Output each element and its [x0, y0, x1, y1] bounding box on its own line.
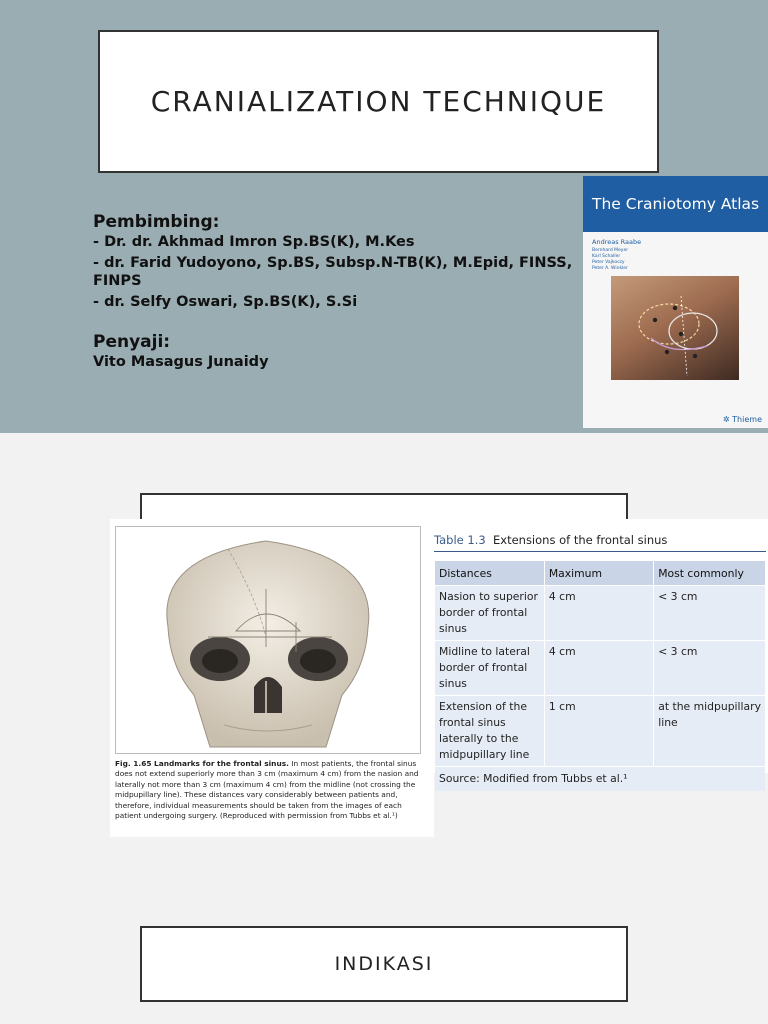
- penyaji-heading: Penyaji:: [93, 332, 171, 352]
- sinus-table-panel: [432, 519, 768, 785]
- skull-illustration: [116, 527, 420, 753]
- table-title-text: Extensions of the frontal sinus: [493, 533, 668, 547]
- table-cell: 4 cm: [545, 586, 653, 640]
- book-editor: Andreas Raabe: [592, 238, 642, 246]
- book-author: Peter Vajkoczy: [592, 260, 625, 265]
- pembimbing-item: - dr. Selfy Oswari, Sp.BS(K), S.Si: [93, 294, 358, 310]
- sinus-table: [434, 560, 766, 792]
- book-cover: [583, 176, 768, 428]
- book-cover-header: [583, 176, 768, 232]
- publisher-icon: ✲: [722, 415, 730, 424]
- table-row: [435, 641, 765, 695]
- book-author: Peter A. Winkler: [592, 266, 628, 271]
- column-header: Most commonly: [654, 561, 765, 585]
- book-title: The Craniotomy Atlas: [592, 195, 760, 213]
- figure-caption-label: Fig. 1.65 Landmarks for the frontal sinus.: [115, 759, 289, 768]
- pembimbing-item: - dr. Farid Yudoyono, Sp.BS, Subsp.N-TB(K), M.Epid, FINSS,: [93, 255, 573, 271]
- table-number: Table 1.3: [434, 533, 486, 547]
- table-cell: Midline to lateral border of frontal sinus: [435, 641, 544, 695]
- title-box: [98, 30, 659, 173]
- table-source-row: [435, 767, 765, 791]
- penyaji-name: Vito Masagus Junaidy: [93, 354, 269, 370]
- book-author: Karl Schaller: [592, 254, 621, 259]
- table-cell: < 3 cm: [654, 586, 765, 640]
- slide3-title: INDIKASI: [334, 953, 434, 975]
- craniotomy-markings-illustration: [611, 276, 739, 380]
- pembimbing-item-cont: FINPS: [93, 273, 142, 289]
- table-cell: 4 cm: [545, 641, 653, 695]
- slide-title: [0, 0, 768, 433]
- table-cell: Extension of the frontal sinus laterally to the midpupillary line: [435, 696, 544, 766]
- table-cell: 1 cm: [545, 696, 653, 766]
- table-cell: at the midpupillary line: [654, 696, 765, 766]
- skull-figure: [115, 526, 421, 754]
- pembimbing-heading: Pembimbing:: [93, 212, 220, 232]
- book-author: Bernhard Meyer: [592, 248, 629, 253]
- table-row: [435, 696, 765, 766]
- table-header-row: [435, 561, 765, 585]
- table-source: Source: Modified from Tubbs et al.¹: [435, 767, 765, 791]
- slide-title-text: CRANIALIZATION TECHNIQUE: [150, 85, 607, 118]
- table-cell: Nasion to superior border of frontal sinus: [435, 586, 544, 640]
- book-authors: [583, 232, 768, 272]
- column-header: Distances: [435, 561, 544, 585]
- figure-caption-text: In most patients, the frontal sinus does not extend superiorly more than 3 cm (maximum 4 cm) from the nasion and laterally not more than 3 cm (maximum 4 cm) from the midline (not crossing the midpupillary line). These distances vary considerably between patients and, therefore, individual measurements should be taken from the images of each patient undergoing surgery. (Reproduced with permission from Tubbs et al.¹): [115, 759, 419, 821]
- skull-figure-panel: [110, 519, 434, 837]
- presenter-info: [93, 212, 593, 372]
- pembimbing-item: - Dr. dr. Akhmad Imron Sp.BS(K), M.Kes: [93, 234, 415, 250]
- book-cover-photo: [611, 276, 739, 380]
- table-title: [434, 533, 766, 552]
- slide-frontal-sinus: [0, 433, 768, 1024]
- slide3-title-box: [140, 926, 628, 1002]
- table-cell: < 3 cm: [654, 641, 765, 695]
- table-row: [435, 586, 765, 640]
- publisher-name: Thieme: [732, 415, 762, 424]
- publisher-logo: [723, 415, 762, 424]
- column-header: Maximum: [545, 561, 653, 585]
- figure-caption: [115, 759, 420, 821]
